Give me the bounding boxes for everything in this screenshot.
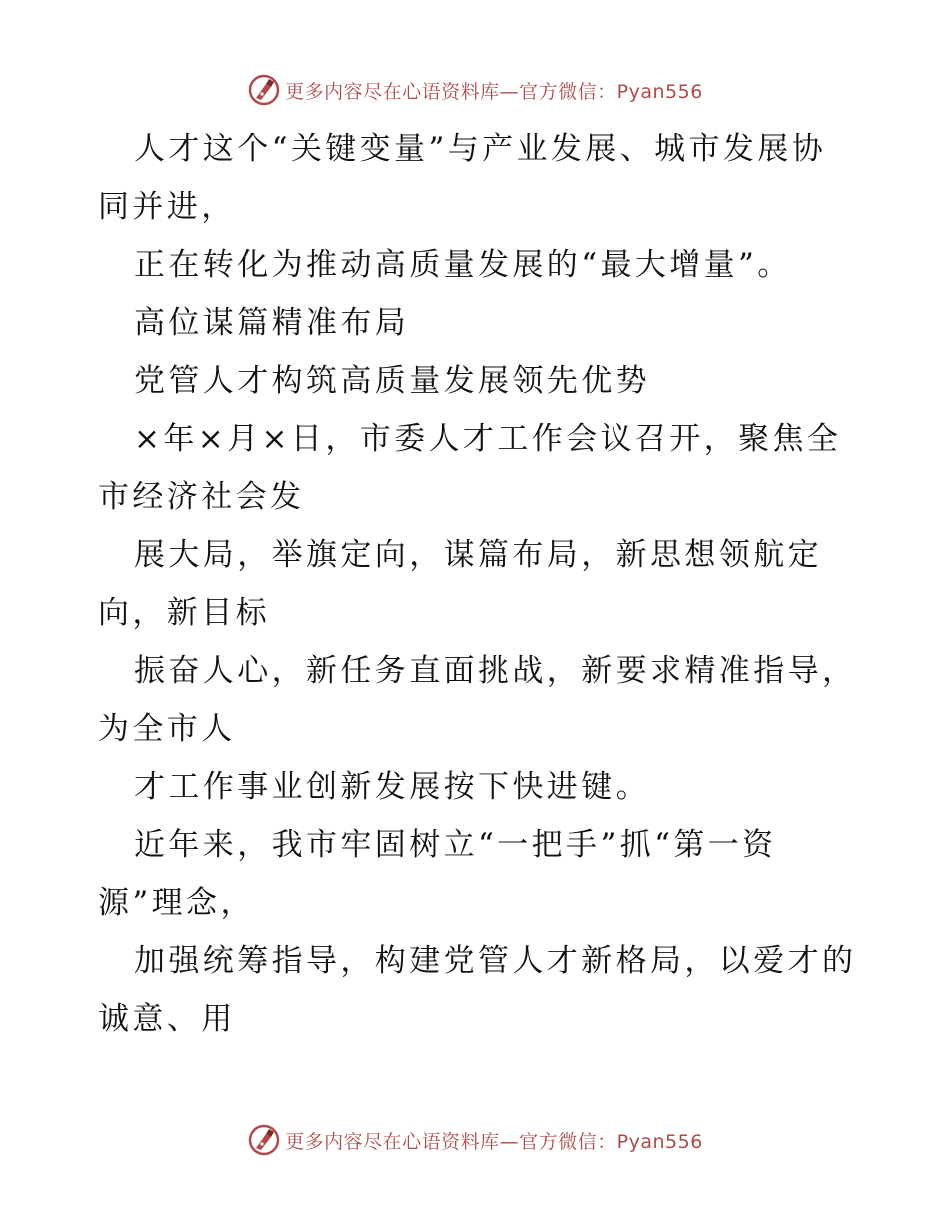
text-line: 展大局，举旗定向，谋篇布局，新思想领航定 [134, 537, 822, 573]
watermark-text: 更多内容尽在心语资料库—官方微信：Pyan556 [285, 1130, 703, 1153]
text-line: 振奋人心，新任务直面挑战，新要求精准指导， [134, 653, 857, 689]
text-line: 市经济社会发 [98, 479, 305, 515]
text-line: 才工作事业创新发展按下快进键。 [134, 769, 650, 805]
text-line: 加强统筹指导，构建党管人才新格局，以爱才的 [134, 943, 857, 979]
pen-nib-logo-icon [247, 1123, 281, 1157]
section-heading: 高位谋篇精准布局 [134, 305, 410, 341]
pen-nib-logo-icon [247, 73, 281, 107]
text-line: ×年×月×日，市委人才工作会议召开，聚焦全 [134, 421, 842, 457]
text-line: 向，新目标 [98, 595, 270, 631]
footer-watermark [0, 1120, 950, 1160]
header-watermark [0, 70, 950, 110]
text-line: 人才这个“关键变量”与产业发展、城市发展协 [134, 131, 827, 167]
document-body [98, 120, 858, 1048]
section-heading: 党管人才构筑高质量发展领先优势 [134, 363, 650, 399]
text-line: 源”理念， [98, 885, 255, 921]
text-line: 为全市人 [98, 711, 236, 747]
text-line: 同并进， [98, 189, 236, 225]
text-line: 正在转化为推动高质量发展的“最大增量”。 [134, 247, 792, 283]
text-line: 近年来，我市牢固树立“一把手”抓“第一资 [134, 827, 777, 863]
watermark-text: 更多内容尽在心语资料库—官方微信：Pyan556 [285, 80, 703, 103]
text-line: 诚意、用 [98, 1001, 236, 1037]
